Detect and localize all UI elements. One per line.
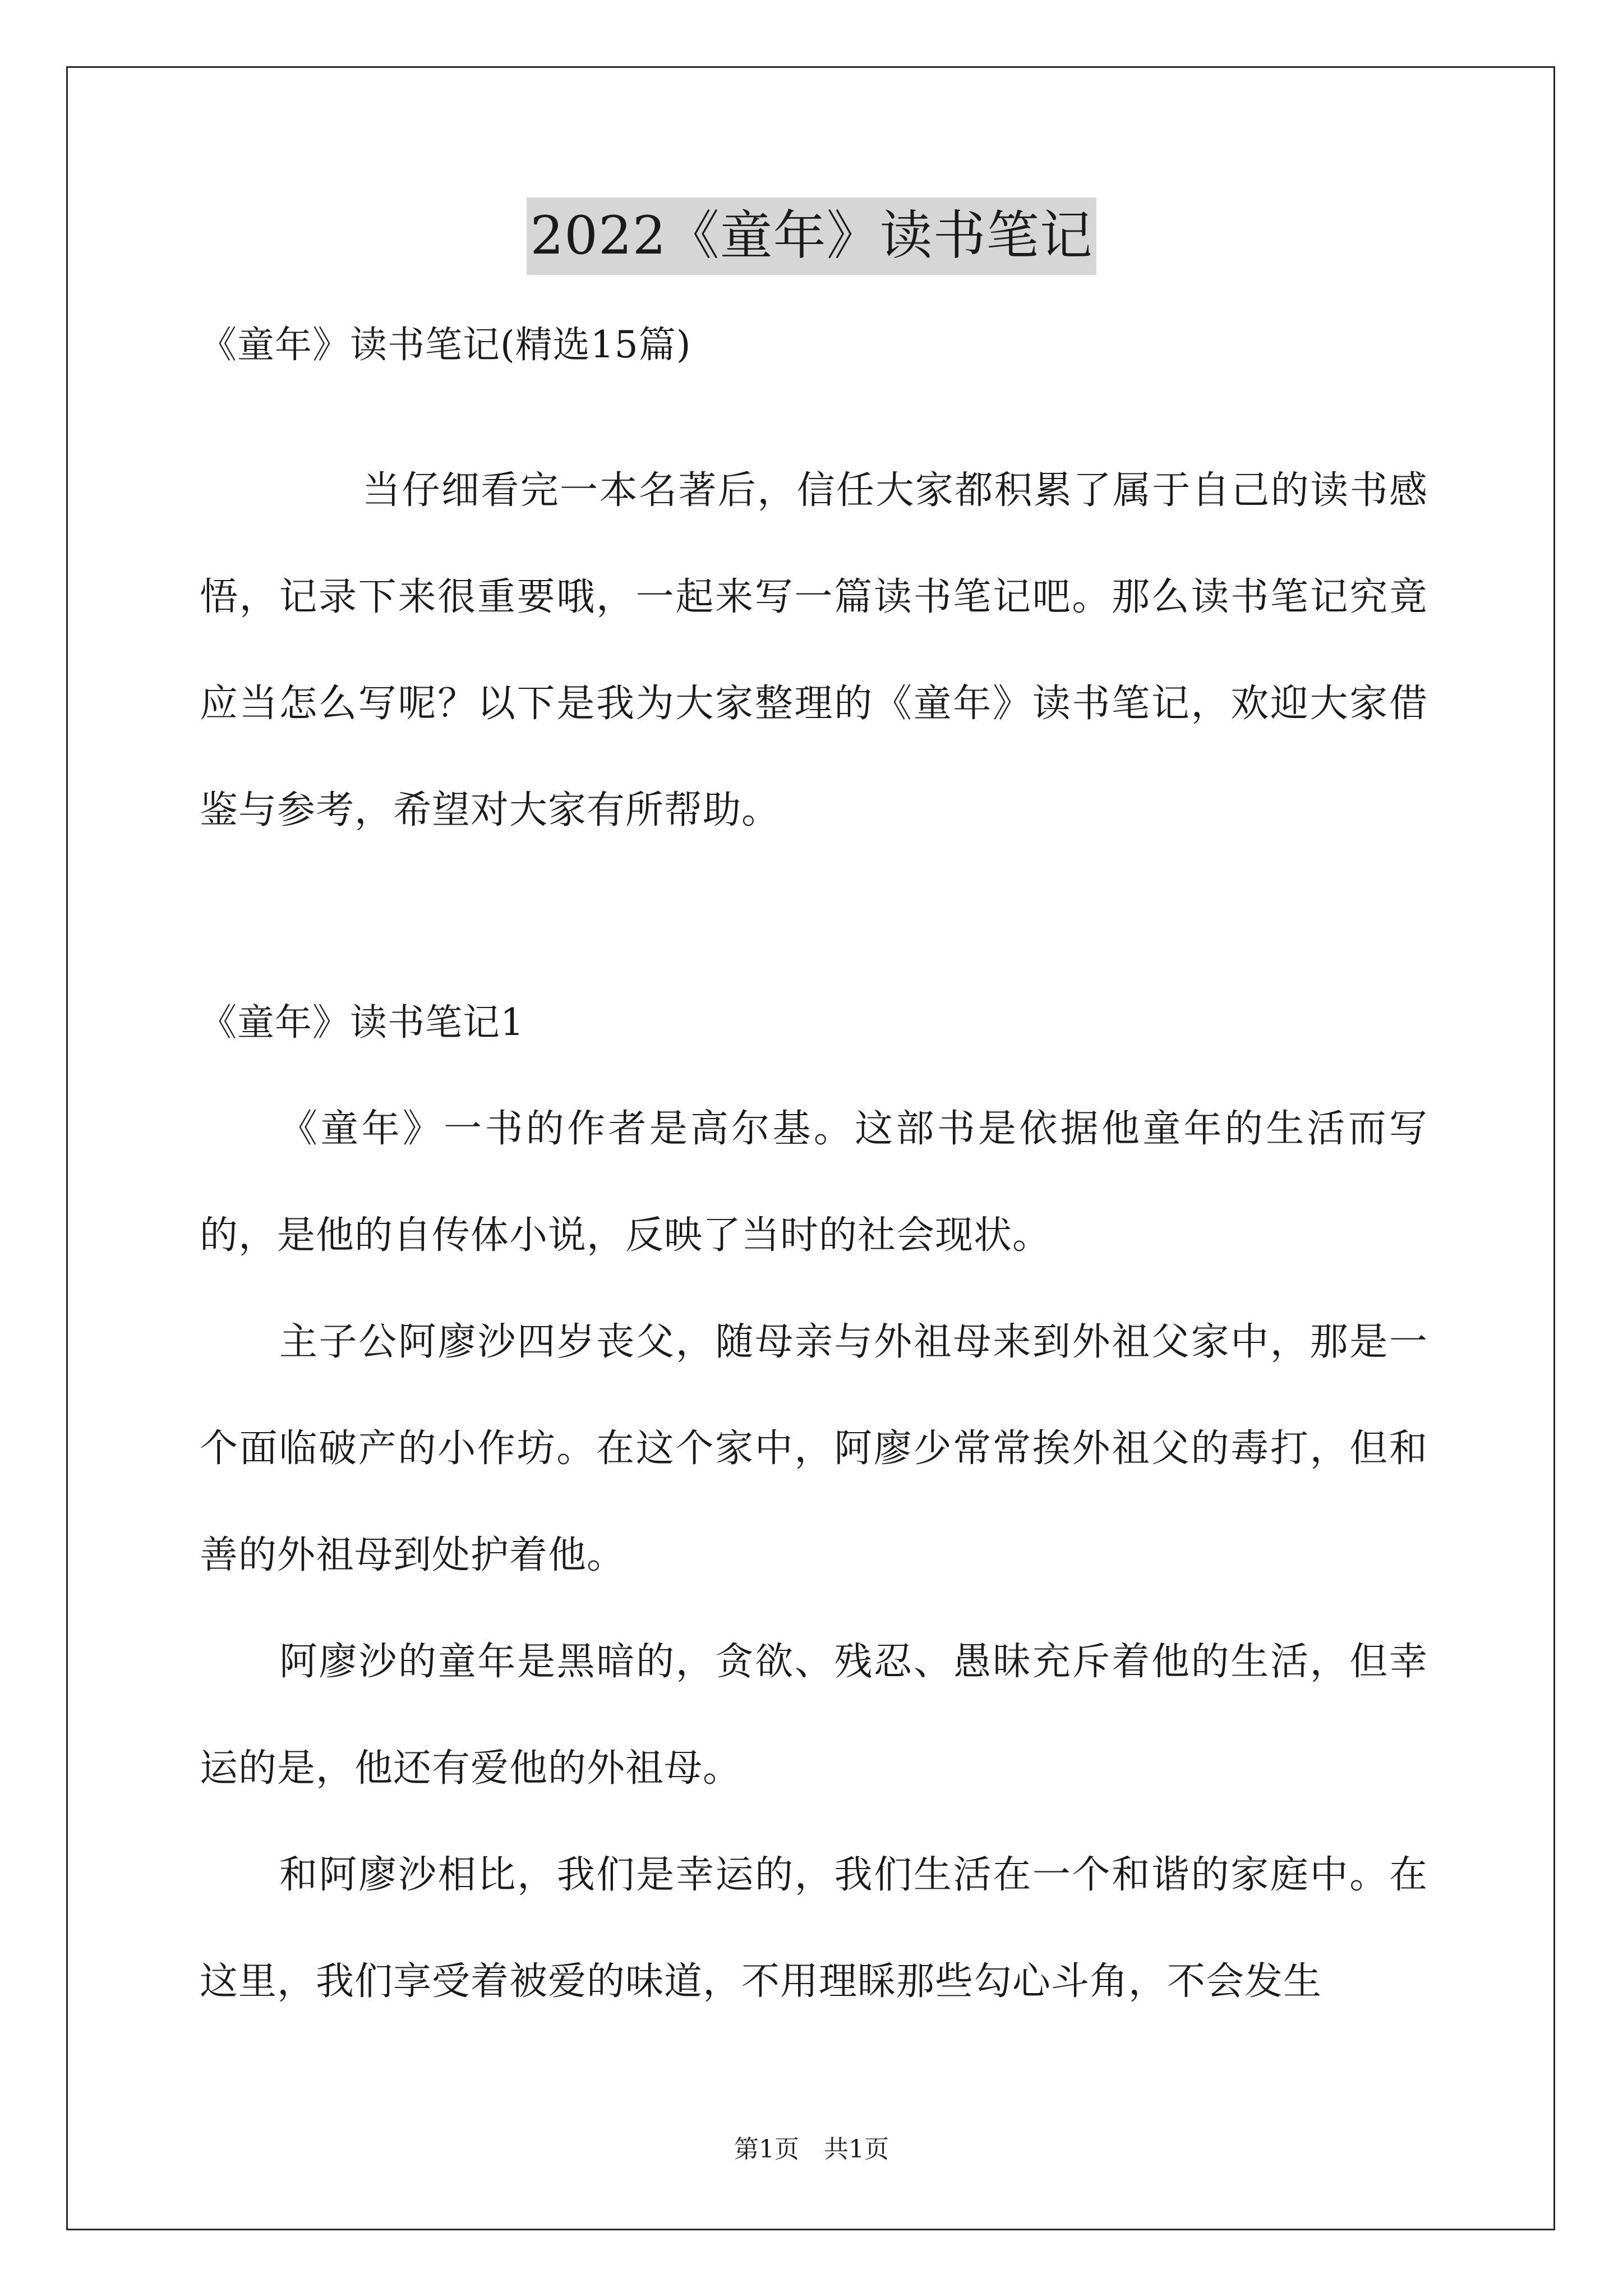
subtitle: 《童年》读书笔记(精选15篇)	[200, 323, 691, 366]
document-title: 2022《童年》读书笔记	[527, 197, 1096, 275]
page-footer: 第1页 共1页	[734, 2135, 889, 2164]
body-paragraph: 《童年》一书的作者是高尔基。这部书是依据他童年的生活而写的，是他的自传体小说，反映了当时的社会现状。	[200, 1107, 1428, 1258]
body-paragraph: 主子公阿廖沙四岁丧父，随母亲与外祖母来到外祖父家中，那是一个面临破产的小作坊。在这个家中，阿廖少常常挨外祖父的毒打，但和善的外祖母到处护着他。	[200, 1320, 1428, 1577]
body-paragraph: 和阿廖沙相比，我们是幸运的，我们生活在一个和谐的家庭中。在这里，我们享受着被爱的味道，不用理睬那些勾心斗角，不会发生	[200, 1853, 1428, 2004]
section-heading: 《童年》读书笔记1	[200, 1001, 524, 1044]
body-paragraph: 阿廖沙的童年是黑暗的，贪欲、残忍、愚昧充斥着他的生活，但幸运的是，他还有爱他的外祖母。	[200, 1640, 1428, 1791]
intro-paragraph: 当仔细看完一本名著后，信任大家都积累了属于自己的读书感悟，记录下来很重要哦，一起来写一篇读书笔记吧。那么读书笔记究竟应当怎么写呢？以下是我为大家整理的《童年》读书笔记，欢迎大家借鉴与参考，希望对大家有所帮助。	[200, 468, 1428, 832]
title-container	[0, 197, 1623, 275]
